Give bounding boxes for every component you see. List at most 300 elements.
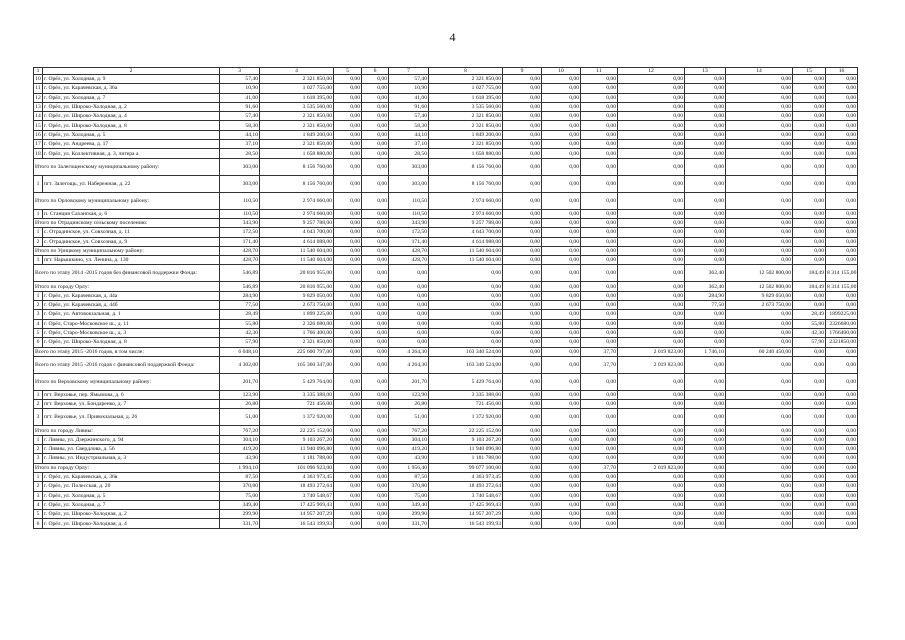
value-cell: 0,00 bbox=[726, 256, 793, 265]
value-cell: 2 321 850,00 bbox=[260, 112, 334, 121]
value-cell: 0,00 bbox=[618, 112, 685, 121]
value-cell: 0,00 bbox=[542, 347, 581, 356]
value-cell: 9 829 050,00 bbox=[726, 291, 793, 300]
table-row bbox=[34, 500, 858, 509]
value-cell: 0,00 bbox=[503, 112, 542, 121]
value-cell: 0,00 bbox=[685, 373, 726, 390]
value-cell: 0,00 bbox=[389, 265, 429, 282]
value-cell: 0,00 bbox=[389, 319, 429, 328]
value-cell: 0,00 bbox=[826, 482, 858, 491]
value-cell: 1 372 920,00 bbox=[260, 409, 334, 426]
value-cell: 0,00 bbox=[503, 140, 542, 149]
value-cell: 0,00 bbox=[618, 291, 685, 300]
column-number: 16 bbox=[826, 68, 858, 75]
value-cell: 0,00 bbox=[542, 328, 581, 337]
value-cell: 110,50 bbox=[220, 209, 260, 218]
value-cell: 11 540 604,00 bbox=[260, 256, 334, 265]
value-cell: 0,00 bbox=[542, 435, 581, 444]
address-cell: г. Орёл, ул. Широко-Холодная, д. 8 bbox=[43, 338, 220, 347]
value-cell: 0,00 bbox=[542, 237, 581, 246]
summary-row bbox=[34, 426, 858, 435]
value-cell: 0,00 bbox=[334, 310, 362, 319]
address-cell: г. Орёл, ул. Холодная, д. 5 bbox=[43, 491, 220, 500]
value-cell: 0,00 bbox=[726, 400, 793, 409]
row-number: 1 bbox=[34, 209, 43, 218]
value-cell: 0,00 bbox=[826, 102, 858, 111]
value-cell: 60 240 450,00 bbox=[726, 347, 793, 356]
value-cell: 0,00 bbox=[334, 510, 362, 519]
address-cell: г. Орёл, ул. Холодная, д. 5 bbox=[43, 130, 220, 139]
value-cell: 0,00 bbox=[429, 328, 503, 337]
value-cell: 101 096 923,00 bbox=[260, 463, 334, 472]
value-cell: 3 740 548,67 bbox=[260, 491, 334, 500]
value-cell: 0,00 bbox=[581, 301, 618, 310]
value-cell: 0,00 bbox=[826, 373, 858, 390]
value-cell: 0,00 bbox=[726, 328, 793, 337]
row-number: 3 bbox=[34, 454, 43, 463]
value-cell: 428,70 bbox=[220, 256, 260, 265]
value-cell: 0,00 bbox=[581, 218, 618, 227]
value-cell: 0,00 bbox=[503, 491, 542, 500]
value-cell: 17 425 969,43 bbox=[429, 500, 503, 509]
value-cell: 0,00 bbox=[726, 338, 793, 347]
value-cell: 1 372 920,00 bbox=[429, 409, 503, 426]
value-cell: 0,00 bbox=[581, 121, 618, 130]
value-cell: 0,00 bbox=[362, 510, 389, 519]
value-cell: 75,00 bbox=[220, 491, 260, 500]
value-cell: 123,90 bbox=[220, 390, 260, 399]
value-cell: 0,00 bbox=[726, 356, 793, 373]
address-cell: п. Станция Саханская, д. 6 bbox=[43, 209, 220, 218]
column-number: 12 bbox=[618, 68, 685, 75]
value-cell: 0,00 bbox=[826, 237, 858, 246]
value-cell: 0,00 bbox=[542, 84, 581, 93]
value-cell: 0,00 bbox=[334, 435, 362, 444]
row-number: 1 bbox=[34, 291, 43, 300]
value-cell: 8 314 155,00 bbox=[827, 283, 857, 290]
value-cell: 0,00 bbox=[334, 328, 362, 337]
value-cell: 4 614 088,00 bbox=[260, 237, 334, 246]
value-cell: 0,00 bbox=[726, 84, 793, 93]
value-cell: 0,00 bbox=[618, 491, 685, 500]
value-cell: 0,00 bbox=[334, 130, 362, 139]
value-cell: 0,00 bbox=[793, 121, 826, 130]
address-cell: г. Орёл, ул. Карачевская, д. 44а bbox=[43, 291, 220, 300]
value-cell: 0,00 bbox=[581, 400, 618, 409]
address-cell: с. Отрадинское, ул. Совхозная, д. 9 bbox=[43, 237, 220, 246]
value-cell: 37,10 bbox=[389, 140, 429, 149]
value-cell: 0,00 bbox=[726, 482, 793, 491]
value-cell: 343,90 bbox=[389, 218, 429, 227]
value-cell: 0,00 bbox=[503, 390, 542, 399]
value-cell: 0,00 bbox=[726, 445, 793, 454]
value-cell: 0,00 bbox=[334, 84, 362, 93]
column-number: 3 bbox=[220, 68, 260, 75]
value-cell: 0,00 bbox=[826, 500, 858, 509]
row-number: 2 bbox=[34, 400, 43, 409]
value-cell: 0,00 bbox=[793, 256, 826, 265]
row-number: 3 bbox=[34, 491, 43, 500]
value-cell: 304,10 bbox=[220, 435, 260, 444]
value-cell: 8 314 155,00 bbox=[826, 265, 858, 282]
value-cell: 0,00 bbox=[362, 246, 389, 255]
table-row bbox=[34, 390, 858, 399]
address-cell: г. Орёл, Старо-Московское ш., д. 3 bbox=[43, 328, 220, 337]
value-cell: 0,00 bbox=[685, 310, 726, 319]
address-cell: г. Орёл, ул. Широко-Холодная, д. 2 bbox=[43, 510, 220, 519]
value-cell: 0,00 bbox=[334, 319, 362, 328]
value-cell: 0,00 bbox=[503, 301, 542, 310]
value-cell: 77,50 bbox=[685, 301, 726, 310]
value-cell: 0,00 bbox=[542, 158, 581, 175]
value-cell: 0,00 bbox=[362, 265, 389, 282]
value-cell: 0,00 bbox=[618, 121, 685, 130]
value-cell: 10,90 bbox=[220, 84, 260, 93]
value-cell: 0,00 bbox=[618, 209, 685, 218]
value-cell: 99 077 100,00 bbox=[429, 463, 503, 472]
value-cell: 0,00 bbox=[503, 426, 542, 435]
table-row bbox=[34, 130, 858, 139]
value-cell: 0,00 bbox=[726, 472, 793, 481]
value-cell: 0,00 bbox=[542, 409, 581, 426]
value-cell: 0,00 bbox=[618, 409, 685, 426]
value-cell: 2 321 850,00 bbox=[429, 140, 503, 149]
value-cell: 0,00 bbox=[429, 301, 503, 310]
value-cell: 0,00 bbox=[685, 209, 726, 218]
value-cell: 77,50 bbox=[220, 301, 260, 310]
value-cell: 11 940 096,80 bbox=[429, 445, 503, 454]
value-cell: 0,00 bbox=[503, 246, 542, 255]
summary-label: Всего по этапу 2015 -2016 годов с финансовой поддержкой Фонда: bbox=[34, 356, 220, 373]
value-cell: 0,00 bbox=[362, 390, 389, 399]
value-cell: 0,00 bbox=[334, 158, 362, 175]
value-cell: 0,00 bbox=[542, 310, 581, 319]
value-cell: 0,00 bbox=[726, 409, 793, 426]
value-cell: 171,40 bbox=[220, 237, 260, 246]
value-cell: 0,00 bbox=[429, 310, 503, 319]
table-row bbox=[34, 319, 858, 328]
value-cell: 0,00 bbox=[826, 149, 858, 158]
value-cell: 0,00 bbox=[362, 409, 389, 426]
value-cell: 0,00 bbox=[362, 282, 389, 291]
value-cell: 2 019 823,00 bbox=[618, 463, 685, 472]
value-cell: 28,50 bbox=[389, 149, 429, 158]
row-number: 2 bbox=[34, 301, 43, 310]
value-cell: 58,30 bbox=[389, 121, 429, 130]
value-cell: 0,00 bbox=[726, 491, 793, 500]
column-number: 15 bbox=[793, 68, 826, 75]
value-cell: 55,80 bbox=[793, 319, 826, 328]
value-cell: 0,00 bbox=[542, 463, 581, 472]
row-number: 1 bbox=[34, 228, 43, 237]
value-cell: 9 257 788,00 bbox=[260, 218, 334, 227]
address-cell: пгт. Залегощь, ул. Набережная, д. 22 bbox=[43, 175, 220, 192]
value-cell: 0,00 bbox=[503, 519, 542, 528]
value-cell: 0,00 bbox=[618, 435, 685, 444]
value-cell: 5 429 764,00 bbox=[429, 373, 503, 390]
value-cell: 0,00 bbox=[581, 426, 618, 435]
value-cell: 0,00 bbox=[542, 256, 581, 265]
value-cell: 2 974 660,00 bbox=[260, 209, 334, 218]
value-cell: 0,00 bbox=[685, 356, 726, 373]
value-cell: 370,80 bbox=[389, 482, 429, 491]
value-cell: 0,00 bbox=[726, 237, 793, 246]
value-cell: 0,00 bbox=[726, 112, 793, 121]
value-cell: 184,49 bbox=[793, 282, 826, 291]
value-cell: 0,00 bbox=[503, 149, 542, 158]
value-cell: 0,00 bbox=[793, 500, 826, 509]
row-number: 18 bbox=[35, 150, 41, 157]
value-cell: 0,00 bbox=[362, 347, 389, 356]
value-cell: 0,00 bbox=[362, 435, 389, 444]
value-cell: 2 321 850,00 bbox=[260, 338, 334, 347]
value-cell: 0,00 bbox=[618, 510, 685, 519]
value-cell: 8 156 760,00 bbox=[260, 175, 334, 192]
value-cell: 0,00 bbox=[685, 426, 726, 435]
column-number: 7 bbox=[389, 68, 429, 75]
value-cell: 1 766 400,00 bbox=[260, 328, 334, 337]
value-cell: 0,00 bbox=[542, 130, 581, 139]
value-cell: 0,00 bbox=[826, 75, 858, 84]
value-cell: 0,00 bbox=[685, 454, 726, 463]
value-cell: 0,00 bbox=[581, 158, 618, 175]
value-cell: 3 535 560,00 bbox=[429, 102, 503, 111]
value-cell: 1766400,00 bbox=[826, 328, 858, 337]
value-cell: 0,00 bbox=[581, 228, 618, 237]
value-cell: 0,00 bbox=[581, 209, 618, 218]
value-cell: 0,00 bbox=[503, 319, 542, 328]
value-cell: 0,00 bbox=[793, 301, 826, 310]
value-cell: 2 673 750,00 bbox=[260, 301, 334, 310]
value-cell: 0,00 bbox=[542, 112, 581, 121]
value-cell: 0,00 bbox=[503, 237, 542, 246]
value-cell: 0,00 bbox=[618, 500, 685, 509]
value-cell: 22 225 152,00 bbox=[260, 426, 334, 435]
value-cell: 0,00 bbox=[685, 482, 726, 491]
value-cell: 428,70 bbox=[389, 246, 429, 255]
value-cell: 0,00 bbox=[685, 140, 726, 149]
value-cell: 0,00 bbox=[826, 426, 858, 435]
column-number: 8 bbox=[429, 68, 503, 75]
value-cell: 0,00 bbox=[581, 491, 618, 500]
value-cell: 11 540 604,00 bbox=[429, 256, 503, 265]
value-cell: 0,00 bbox=[362, 102, 389, 111]
value-cell: 0,00 bbox=[618, 93, 685, 102]
value-cell: 0,00 bbox=[334, 121, 362, 130]
value-cell: 0,00 bbox=[618, 237, 685, 246]
address-cell: г. Ливны, ул. Индустриальная, д. 3 bbox=[43, 454, 220, 463]
value-cell: 1 746,10 bbox=[685, 347, 726, 356]
value-cell: 57,40 bbox=[389, 75, 429, 84]
value-cell: 37,70 bbox=[581, 463, 618, 472]
value-cell: 0,00 bbox=[826, 291, 858, 300]
value-cell: 0,00 bbox=[793, 218, 826, 227]
value-cell: 0,00 bbox=[334, 175, 362, 192]
value-cell: 546,89 bbox=[220, 282, 260, 291]
table-row bbox=[34, 256, 858, 265]
value-cell: 0,00 bbox=[429, 282, 503, 291]
value-cell: 362,40 bbox=[685, 282, 726, 291]
address-cell: с. Отрадинское, ул. Совхозная, д. 11 bbox=[43, 228, 220, 237]
value-cell: 0,00 bbox=[726, 102, 793, 111]
value-cell: 0,00 bbox=[793, 510, 826, 519]
value-cell: 28,49 bbox=[220, 310, 260, 319]
value-cell: 1 181 788,00 bbox=[260, 454, 334, 463]
value-cell: 58,30 bbox=[220, 121, 260, 130]
value-cell: 0,00 bbox=[389, 301, 429, 310]
column-number: 1 bbox=[34, 68, 43, 75]
value-cell: 0,00 bbox=[793, 519, 826, 528]
value-cell: 0,00 bbox=[362, 75, 389, 84]
value-cell: 0,00 bbox=[793, 463, 826, 472]
row-number: 1 bbox=[34, 435, 43, 444]
value-cell: 2 321 850,00 bbox=[260, 121, 334, 130]
value-cell: 0,00 bbox=[685, 158, 726, 175]
value-cell: 2 673 750,00 bbox=[726, 301, 793, 310]
table-row bbox=[34, 140, 858, 149]
value-cell: 0,00 bbox=[362, 140, 389, 149]
value-cell: 0,00 bbox=[793, 84, 826, 93]
value-cell: 0,00 bbox=[581, 112, 618, 121]
value-cell: 57,90 bbox=[793, 338, 826, 347]
address-cell: г. Ливны, ул. Дзержинского, д. 94 bbox=[43, 435, 220, 444]
value-cell: 0,00 bbox=[334, 237, 362, 246]
value-cell: 0,00 bbox=[503, 102, 542, 111]
value-cell: 0,00 bbox=[826, 301, 858, 310]
value-cell: 0,00 bbox=[542, 291, 581, 300]
value-cell: 9 103 267,20 bbox=[429, 435, 503, 444]
row-number: 1 bbox=[34, 175, 43, 192]
value-cell: 0,00 bbox=[826, 112, 858, 121]
value-cell: 0,00 bbox=[362, 93, 389, 102]
address-cell: г. Орёл, ул. Широко-Холодная, д. 2 bbox=[43, 102, 220, 111]
value-cell: 0,00 bbox=[542, 121, 581, 130]
row-number: 3 bbox=[34, 310, 43, 319]
value-cell: 0,00 bbox=[618, 149, 685, 158]
value-cell: 0,00 bbox=[334, 75, 362, 84]
value-cell: 370,80 bbox=[220, 482, 260, 491]
value-cell: 0,00 bbox=[726, 130, 793, 139]
value-cell: 0,00 bbox=[793, 390, 826, 399]
table-row bbox=[34, 482, 858, 491]
value-cell: 0,00 bbox=[362, 319, 389, 328]
value-cell: 8 156 760,00 bbox=[260, 158, 334, 175]
row-number: 2 bbox=[34, 445, 43, 454]
value-cell: 0,00 bbox=[503, 445, 542, 454]
value-cell: 0,00 bbox=[826, 158, 858, 175]
value-cell: 0,00 bbox=[503, 93, 542, 102]
value-cell: 4 264,30 bbox=[389, 356, 429, 373]
value-cell: 4 643 700,00 bbox=[429, 228, 503, 237]
value-cell: 1 899 225,00 bbox=[260, 310, 334, 319]
value-cell: 4 614 088,00 bbox=[429, 237, 503, 246]
value-cell: 0,00 bbox=[503, 409, 542, 426]
value-cell: 2 974 660,00 bbox=[260, 192, 334, 209]
value-cell: 2 019 823,00 bbox=[618, 347, 685, 356]
value-cell: 0,00 bbox=[503, 328, 542, 337]
value-cell: 11 940 096,80 bbox=[260, 445, 334, 454]
value-cell: 225 600 797,00 bbox=[260, 347, 334, 356]
row-number: 4 bbox=[34, 500, 43, 509]
table-row bbox=[34, 228, 858, 237]
value-cell: 0,00 bbox=[726, 149, 793, 158]
value-cell: 0,00 bbox=[503, 158, 542, 175]
value-cell: 0,00 bbox=[503, 338, 542, 347]
summary-row bbox=[34, 265, 858, 282]
value-cell: 0,00 bbox=[826, 435, 858, 444]
value-cell: 12 502 800,00 bbox=[726, 265, 793, 282]
address-cell: пгт. Верховье, ул. Бондаренко, д. 7 bbox=[43, 400, 220, 409]
value-cell: 110,50 bbox=[389, 192, 429, 209]
table-row bbox=[34, 93, 858, 102]
value-cell: 0,00 bbox=[362, 500, 389, 509]
value-cell: 51,00 bbox=[389, 409, 429, 426]
value-cell: 0,00 bbox=[362, 130, 389, 139]
value-cell: 0,00 bbox=[826, 84, 858, 93]
value-cell: 22 225 152,00 bbox=[429, 426, 503, 435]
value-cell: 163 340 524,00 bbox=[429, 347, 503, 356]
value-cell: 0,00 bbox=[618, 390, 685, 399]
table-row bbox=[34, 519, 858, 528]
value-cell: 1 658 880,00 bbox=[429, 149, 503, 158]
address-cell: г. Орёл, ул. Андреева, д. 17 bbox=[43, 140, 220, 149]
value-cell: 0,00 bbox=[618, 301, 685, 310]
value-cell: 284,90 bbox=[220, 291, 260, 300]
summary-label: Всего по этапу 2014 -2015 годов без финансовой поддержки Фонда: bbox=[34, 265, 220, 282]
value-cell: 0,00 bbox=[362, 356, 389, 373]
value-cell: 0,00 bbox=[362, 426, 389, 435]
value-cell: 43,90 bbox=[220, 454, 260, 463]
value-cell: 41,00 bbox=[389, 93, 429, 102]
row-number: 17 bbox=[35, 141, 41, 148]
value-cell: 0,00 bbox=[826, 347, 858, 356]
value-cell: 1 618 395,00 bbox=[429, 93, 503, 102]
value-cell: 0,00 bbox=[334, 356, 362, 373]
value-cell: 0,00 bbox=[334, 301, 362, 310]
value-cell: 172,50 bbox=[220, 228, 260, 237]
value-cell: 303,00 bbox=[220, 175, 260, 192]
value-cell: 1899225,00 bbox=[826, 310, 858, 319]
value-cell: 0,00 bbox=[362, 463, 389, 472]
value-cell: 0,00 bbox=[685, 500, 726, 509]
value-cell: 0,00 bbox=[793, 373, 826, 390]
value-cell: 0,00 bbox=[618, 265, 685, 282]
value-cell: 0,00 bbox=[334, 463, 362, 472]
value-cell: 0,00 bbox=[826, 218, 858, 227]
value-cell: 0,00 bbox=[334, 426, 362, 435]
summary-label: Итого по городу Орлу: bbox=[34, 282, 220, 291]
row-number: 1 bbox=[34, 472, 43, 481]
value-cell: 303,00 bbox=[220, 158, 260, 175]
value-cell: 0,00 bbox=[334, 282, 362, 291]
value-cell: 0,00 bbox=[362, 310, 389, 319]
value-cell: 0,00 bbox=[362, 482, 389, 491]
value-cell: 721 456,00 bbox=[429, 400, 503, 409]
value-cell: 0,00 bbox=[726, 426, 793, 435]
value-cell: 201,70 bbox=[389, 373, 429, 390]
row-number: 1 bbox=[34, 256, 43, 265]
value-cell: 0,00 bbox=[618, 472, 685, 481]
table-row bbox=[34, 112, 858, 121]
value-cell: 0,00 bbox=[362, 175, 389, 192]
value-cell: 0,00 bbox=[334, 400, 362, 409]
value-cell: 1 027 755,00 bbox=[260, 84, 334, 93]
value-cell: 0,00 bbox=[542, 445, 581, 454]
value-cell: 0,00 bbox=[362, 121, 389, 130]
value-cell: 362,40 bbox=[685, 265, 726, 282]
value-cell: 4 363 973,45 bbox=[260, 472, 334, 481]
summary-row bbox=[34, 347, 858, 356]
